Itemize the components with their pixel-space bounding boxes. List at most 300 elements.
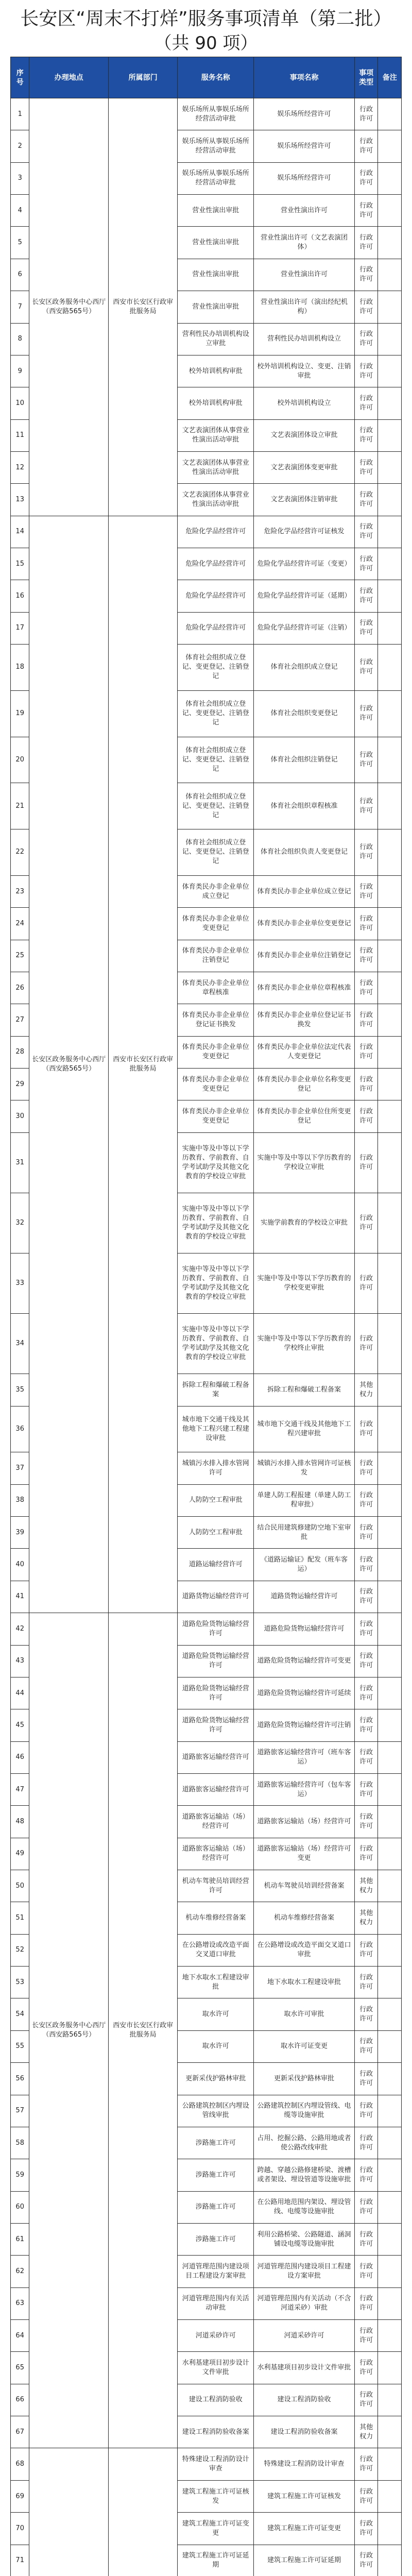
row-number-cell: 38 xyxy=(11,1484,29,1516)
item-type-cell: 行政许可 xyxy=(354,645,378,691)
item-name-cell: 校外培训机构设立 xyxy=(254,387,355,419)
row-number-cell: 29 xyxy=(11,1069,29,1100)
service-name-cell: 文艺表演团体从事营业性演出活动审批 xyxy=(178,451,254,483)
row-number-cell: 32 xyxy=(11,1193,29,1253)
row-number-cell: 17 xyxy=(11,612,29,644)
service-name-cell: 城镇污水排入排水管网许可 xyxy=(178,1452,254,1484)
remark-cell xyxy=(378,1838,402,1870)
service-name-cell: 河道采砂许可 xyxy=(178,2320,254,2352)
item-name-cell: 道路旅客运输经营许可（包车客运） xyxy=(254,1773,355,1805)
page-subtitle: （共 90 项） xyxy=(154,33,258,54)
remark-cell xyxy=(378,1870,402,1902)
item-name-cell: 更新采伐护路林审批 xyxy=(254,2063,355,2095)
service-name-cell: 体育类民办非企业单位变更登记 xyxy=(178,1100,254,1132)
remark-cell xyxy=(378,548,402,580)
item-name-cell: 跨越、穿越公路修建桥梁、渡槽或者架设、埋设管道等设施审批 xyxy=(254,2159,355,2191)
item-name-cell: 体育社会组织章程核准 xyxy=(254,783,355,829)
item-type-cell: 行政许可 xyxy=(354,1549,378,1581)
item-name-cell: 道路危险货物运输经营许可注销 xyxy=(254,1709,355,1741)
service-name-cell: 危险化学品经营许可 xyxy=(178,612,254,644)
table-row xyxy=(11,1613,402,1645)
remark-cell xyxy=(378,516,402,548)
remark-cell xyxy=(378,484,402,516)
item-name-cell: 在公路用地范围内架设、埋设管线、电缆等设施审批 xyxy=(254,2191,355,2223)
row-number-cell: 18 xyxy=(11,645,29,691)
item-type-cell: 行政许可 xyxy=(354,1838,378,1870)
remark-cell xyxy=(378,1773,402,1805)
item-type-cell: 行政许可 xyxy=(354,940,378,972)
service-name-cell: 实施中等及中等以下学历教育、学前教育、自学考试助学及其他文化教育的学校设立审批 xyxy=(178,1193,254,1253)
item-name-cell: 在公路增设或改造平面交叉道口审批 xyxy=(254,1934,355,1966)
row-number-cell: 8 xyxy=(11,323,29,355)
item-type-cell: 行政许可 xyxy=(354,737,378,783)
item-name-cell: 营业性演出许可（文艺表演团体） xyxy=(254,227,355,259)
item-type-cell: 行政许可 xyxy=(354,419,378,451)
service-name-cell: 校外培训机构审批 xyxy=(178,387,254,419)
row-number-cell: 67 xyxy=(11,2416,29,2448)
service-name-cell: 危险化学品经营许可 xyxy=(178,580,254,612)
remark-cell xyxy=(378,2352,402,2384)
item-name-cell: 营业性演出许可 xyxy=(254,259,355,291)
row-number-cell: 44 xyxy=(11,1677,29,1709)
item-name-cell: 城市地下交通干线及其他地下工程兴建审批 xyxy=(254,1406,355,1452)
item-name-cell: 实施中等及中等以下学历教育的学校变更审批 xyxy=(254,1253,355,1313)
item-type-cell: 行政许可 xyxy=(354,612,378,644)
row-number-cell: 71 xyxy=(11,2545,29,2576)
service-name-cell: 营业性演出审批 xyxy=(178,291,254,323)
remark-cell xyxy=(378,1132,402,1193)
item-type-cell: 行政许可 xyxy=(354,2095,378,2127)
item-name-cell: 实施中等及中等以下学历教育的学校设立审批 xyxy=(254,1132,355,1193)
row-number-cell: 58 xyxy=(11,2127,29,2159)
service-name-cell: 实施中等及中等以下学历教育、学前教育、自学考试助学及其他文化教育的学校设立审批 xyxy=(178,1132,254,1193)
item-name-cell: 城镇污水排入排水管网许可证核发 xyxy=(254,1452,355,1484)
row-number-cell: 50 xyxy=(11,1870,29,1902)
service-name-cell: 体育类民办非企业单位变更登记 xyxy=(178,1069,254,1100)
remark-cell xyxy=(378,1253,402,1313)
remark-cell xyxy=(378,1806,402,1838)
table-body xyxy=(11,98,402,2576)
table-row xyxy=(11,2448,402,2480)
item-name-cell: 取水许可审批 xyxy=(254,1998,355,2030)
row-number-cell: 13 xyxy=(11,484,29,516)
row-number-cell: 40 xyxy=(11,1549,29,1581)
row-number-cell: 15 xyxy=(11,548,29,580)
row-number-cell: 28 xyxy=(11,1036,29,1068)
remark-cell xyxy=(378,1036,402,1068)
item-name-cell: 建设工程消防验收备案 xyxy=(254,2416,355,2448)
item-type-cell: 行政许可 xyxy=(354,1517,378,1549)
item-name-cell: 机动车维修经营备案 xyxy=(254,1902,355,1934)
item-type-cell: 行政许可 xyxy=(354,2256,378,2287)
item-name-cell: 校外培训机构设立、变更、注销审批 xyxy=(254,355,355,387)
service-name-cell: 拆除工程和爆破工程备案 xyxy=(178,1374,254,1406)
remark-cell xyxy=(378,2159,402,2191)
item-name-cell: 地下水取水工程建设审批 xyxy=(254,1967,355,1998)
item-type-cell: 行政许可 xyxy=(354,2063,378,2095)
department-cell: 西安市长安区行政审批服务局 xyxy=(109,98,178,516)
remark-cell xyxy=(378,940,402,972)
service-name-cell: 营利性民办培训机构设立审批 xyxy=(178,323,254,355)
remark-cell xyxy=(378,690,402,737)
row-number-cell: 14 xyxy=(11,516,29,548)
item-name-cell: 文艺表演团体注销审批 xyxy=(254,484,355,516)
remark-cell xyxy=(378,2416,402,2448)
service-name-cell: 体育社会组织成立登记、变更登记、注销登记 xyxy=(178,690,254,737)
item-name-cell: 实施学前教育的学校设立审批 xyxy=(254,1193,355,1253)
service-name-cell: 取水许可 xyxy=(178,1998,254,2030)
page-title: 长安区“周末不打烊”服务事项清单（第二批） xyxy=(20,8,392,29)
service-name-cell: 娱乐场所从事娱乐场所经营活动审批 xyxy=(178,130,254,162)
item-type-cell: 行政许可 xyxy=(354,291,378,323)
item-type-cell: 行政许可 xyxy=(354,1132,378,1193)
row-number-cell: 24 xyxy=(11,908,29,940)
remark-cell xyxy=(378,783,402,829)
remark-cell xyxy=(378,1374,402,1406)
column-header: 事项类型 xyxy=(354,57,378,98)
service-name-cell: 娱乐场所从事娱乐场所经营活动审批 xyxy=(178,98,254,130)
item-name-cell: 体育社会组织成立登记 xyxy=(254,645,355,691)
service-name-cell: 涉路施工许可 xyxy=(178,2191,254,2223)
item-type-cell: 行政许可 xyxy=(354,2545,378,2576)
row-number-cell: 54 xyxy=(11,1998,29,2030)
item-name-cell: 体育类民办非企业单位成立登记 xyxy=(254,875,355,907)
column-header: 序号 xyxy=(11,57,29,98)
item-type-cell: 行政许可 xyxy=(354,1253,378,1313)
service-name-cell: 人防防空工程审批 xyxy=(178,1484,254,1516)
item-type-cell: 行政许可 xyxy=(354,355,378,387)
item-type-cell: 行政许可 xyxy=(354,2191,378,2223)
item-name-cell: 营业性演出许可（演出经纪机构） xyxy=(254,291,355,323)
service-name-cell: 涉路施工许可 xyxy=(178,2159,254,2191)
item-name-cell: 娱乐场所经营许可 xyxy=(254,130,355,162)
remark-cell xyxy=(378,2095,402,2127)
item-name-cell: 体育类民办非企业单位住所变更登记 xyxy=(254,1100,355,1132)
service-name-cell: 道路危险货物运输经营许可 xyxy=(178,1613,254,1645)
item-name-cell: 特殊建设工程消防设计审查 xyxy=(254,2448,355,2480)
remark-cell xyxy=(378,1902,402,1934)
row-number-cell: 35 xyxy=(11,1374,29,1406)
row-number-cell: 27 xyxy=(11,1004,29,1036)
remark-cell xyxy=(378,1004,402,1036)
service-name-cell: 道路危险货物运输经营许可 xyxy=(178,1677,254,1709)
item-type-cell: 行政许可 xyxy=(354,1806,378,1838)
services-table xyxy=(10,57,402,2576)
row-number-cell: 51 xyxy=(11,1902,29,1934)
remark-cell xyxy=(378,612,402,644)
row-number-cell: 19 xyxy=(11,690,29,737)
service-name-cell: 营业性演出审批 xyxy=(178,259,254,291)
item-type-cell: 行政许可 xyxy=(354,1645,378,1677)
service-name-cell: 道路旅客运输站（场）经营许可 xyxy=(178,1806,254,1838)
remark-cell xyxy=(378,419,402,451)
row-number-cell: 23 xyxy=(11,875,29,907)
item-name-cell: 结合民用建筑修建防空地下室审批 xyxy=(254,1517,355,1549)
remark-cell xyxy=(378,1934,402,1966)
item-type-cell: 行政许可 xyxy=(354,484,378,516)
column-header: 备注 xyxy=(378,57,402,98)
table-header-row xyxy=(11,57,402,98)
item-name-cell: 单建人防工程报建（单建人防工程审批） xyxy=(254,1484,355,1516)
remark-cell xyxy=(378,2223,402,2255)
item-name-cell: 娱乐场所经营许可 xyxy=(254,98,355,130)
remark-cell xyxy=(378,162,402,194)
item-name-cell: 营业性演出许可 xyxy=(254,195,355,227)
row-number-cell: 41 xyxy=(11,1581,29,1613)
item-type-cell: 行政许可 xyxy=(354,2448,378,2480)
service-name-cell: 建设工程消防验收备案 xyxy=(178,2416,254,2448)
remark-cell xyxy=(378,2063,402,2095)
item-name-cell: 建设工程消防验收 xyxy=(254,2384,355,2416)
item-name-cell: 文艺表演团体设立审批 xyxy=(254,419,355,451)
remark-cell xyxy=(378,1967,402,1998)
location-cell xyxy=(29,2448,109,2576)
row-number-cell: 59 xyxy=(11,2159,29,2191)
row-number-cell: 25 xyxy=(11,940,29,972)
item-name-cell: 危险化学品经营许可证（延期） xyxy=(254,580,355,612)
item-type-cell: 行政许可 xyxy=(354,783,378,829)
column-header: 办理地点 xyxy=(29,57,109,98)
item-name-cell: 体育类民办非企业单位名称变更登记 xyxy=(254,1069,355,1100)
item-type-cell: 行政许可 xyxy=(354,2223,378,2255)
item-name-cell: 营利性民办培训机构设立 xyxy=(254,323,355,355)
service-name-cell: 涉路施工许可 xyxy=(178,2223,254,2255)
remark-cell xyxy=(378,1069,402,1100)
service-name-cell: 体育类民办非企业单位登记证书换发 xyxy=(178,1004,254,1036)
item-type-cell: 行政许可 xyxy=(354,875,378,907)
remark-cell xyxy=(378,451,402,483)
item-name-cell: 体育社会组织注销登记 xyxy=(254,737,355,783)
item-type-cell: 行政许可 xyxy=(354,1967,378,1998)
item-name-cell: 道路货物运输经营许可 xyxy=(254,1581,355,1613)
item-type-cell: 行政许可 xyxy=(354,1004,378,1036)
row-number-cell: 33 xyxy=(11,1253,29,1313)
service-name-cell: 河道管理范围内有关活动审批 xyxy=(178,2287,254,2319)
row-number-cell: 64 xyxy=(11,2320,29,2352)
remark-cell xyxy=(378,1645,402,1677)
remark-cell xyxy=(378,2127,402,2159)
department-cell xyxy=(109,2448,178,2576)
item-type-cell: 行政许可 xyxy=(354,908,378,940)
item-name-cell: 体育类民办非企业单位章程核准 xyxy=(254,972,355,1004)
remark-cell xyxy=(378,323,402,355)
row-number-cell: 69 xyxy=(11,2480,29,2512)
item-name-cell: 实施中等及中等以下学历教育的学校终止审批 xyxy=(254,1314,355,1374)
item-type-cell: 行政许可 xyxy=(354,2320,378,2352)
row-number-cell: 21 xyxy=(11,783,29,829)
item-name-cell: 体育社会组织负责人变更登记 xyxy=(254,829,355,876)
row-number-cell: 5 xyxy=(11,227,29,259)
location-cell: 长安区政务服务中心西厅（西安路565号） xyxy=(29,1613,109,2448)
row-number-cell: 1 xyxy=(11,98,29,130)
item-name-cell: 水利基建项目初步设计文件审批 xyxy=(254,2352,355,2384)
service-name-cell: 体育社会组织成立登记、变更登记、注销登记 xyxy=(178,829,254,876)
item-type-cell: 行政许可 xyxy=(354,516,378,548)
item-type-cell: 其他权力 xyxy=(354,1902,378,1934)
row-number-cell: 20 xyxy=(11,737,29,783)
item-type-cell: 行政许可 xyxy=(354,972,378,1004)
remark-cell xyxy=(378,645,402,691)
item-name-cell: 道路旅客运输站（场）经营许可 xyxy=(254,1806,355,1838)
service-name-cell: 道路危险货物运输经营许可 xyxy=(178,1645,254,1677)
service-name-cell: 建筑工程施工许可证延期 xyxy=(178,2545,254,2576)
remark-cell xyxy=(378,2191,402,2223)
item-type-cell: 行政许可 xyxy=(354,1773,378,1805)
remark-cell xyxy=(378,355,402,387)
service-name-cell: 道路危险货物运输经营许可 xyxy=(178,1709,254,1741)
item-type-cell: 其他权力 xyxy=(354,1374,378,1406)
item-type-cell: 行政许可 xyxy=(354,1036,378,1068)
service-name-cell: 危险化学品经营许可 xyxy=(178,516,254,548)
item-type-cell: 行政许可 xyxy=(354,1998,378,2030)
remark-cell xyxy=(378,2320,402,2352)
row-number-cell: 53 xyxy=(11,1967,29,1998)
column-header: 服务名称 xyxy=(178,57,254,98)
service-name-cell: 实施中等及中等以下学历教育、学前教育、自学考试助学及其他文化教育的学校设立审批 xyxy=(178,1253,254,1313)
remark-cell xyxy=(378,227,402,259)
row-number-cell: 46 xyxy=(11,1741,29,1773)
row-number-cell: 36 xyxy=(11,1406,29,1452)
service-name-cell: 道路货物运输经营许可 xyxy=(178,1581,254,1613)
service-name-cell: 道路运输经营许可 xyxy=(178,1549,254,1581)
remark-cell xyxy=(378,908,402,940)
remark-cell xyxy=(378,2513,402,2545)
remark-cell xyxy=(378,1193,402,1253)
item-type-cell: 行政许可 xyxy=(354,259,378,291)
item-type-cell: 其他权力 xyxy=(354,1870,378,1902)
location-cell: 长安区政务服务中心西厅（西安路565号） xyxy=(29,98,109,516)
table-row xyxy=(11,516,402,548)
row-number-cell: 22 xyxy=(11,829,29,876)
remark-cell xyxy=(378,291,402,323)
item-name-cell: 危险化学品经营许可证（变更） xyxy=(254,548,355,580)
row-number-cell: 37 xyxy=(11,1452,29,1484)
item-type-cell: 行政许可 xyxy=(354,2352,378,2384)
service-name-cell: 建设工程消防验收 xyxy=(178,2384,254,2416)
item-type-cell: 行政许可 xyxy=(354,1069,378,1100)
row-number-cell: 61 xyxy=(11,2223,29,2255)
row-number-cell: 57 xyxy=(11,2095,29,2127)
remark-cell xyxy=(378,1314,402,1374)
column-header: 事项名称 xyxy=(254,57,355,98)
row-number-cell: 31 xyxy=(11,1132,29,1193)
item-name-cell: 道路危险货物运输经营许可变更 xyxy=(254,1645,355,1677)
item-type-cell: 行政许可 xyxy=(354,2127,378,2159)
service-name-cell: 危险化学品经营许可 xyxy=(178,548,254,580)
remark-cell xyxy=(378,1549,402,1581)
row-number-cell: 55 xyxy=(11,2030,29,2062)
row-number-cell: 47 xyxy=(11,1773,29,1805)
item-name-cell: 占用、挖掘公路、公路用地或者使公路改线审批 xyxy=(254,2127,355,2159)
service-name-cell: 体育类民办非企业单位章程核准 xyxy=(178,972,254,1004)
item-name-cell: 体育类民办非企业单位法定代表人变更登记 xyxy=(254,1036,355,1068)
item-name-cell: 河道管理范围内有关活动（不含河道采砂）审批 xyxy=(254,2287,355,2319)
service-name-cell: 体育类民办非企业单位变更登记 xyxy=(178,1036,254,1068)
service-name-cell: 河道管理范围内建设项目工程建设方案审批 xyxy=(178,2256,254,2287)
item-name-cell: 道路危险货物运输经营许可延续 xyxy=(254,1677,355,1709)
remark-cell xyxy=(378,1452,402,1484)
service-name-cell: 娱乐场所从事娱乐场所经营活动审批 xyxy=(178,162,254,194)
row-number-cell: 26 xyxy=(11,972,29,1004)
item-name-cell: 河道管理范围内建设项目工程建设方案审批 xyxy=(254,2256,355,2287)
service-name-cell: 涉路施工许可 xyxy=(178,2127,254,2159)
remark-cell xyxy=(378,2256,402,2287)
row-number-cell: 6 xyxy=(11,259,29,291)
item-type-cell: 行政许可 xyxy=(354,1613,378,1645)
remark-cell xyxy=(378,1613,402,1645)
service-name-cell: 文艺表演团体从事营业性演出活动审批 xyxy=(178,419,254,451)
item-type-cell: 行政许可 xyxy=(354,227,378,259)
item-name-cell: 危险化学品经营许可证（注销） xyxy=(254,612,355,644)
item-name-cell: 建筑工程施工许可证变更 xyxy=(254,2513,355,2545)
row-number-cell: 65 xyxy=(11,2352,29,2384)
remark-cell xyxy=(378,2384,402,2416)
row-number-cell: 11 xyxy=(11,419,29,451)
service-name-cell: 校外培训机构审批 xyxy=(178,355,254,387)
service-name-cell: 公路建筑控制区内埋设管线审批 xyxy=(178,2095,254,2127)
service-name-cell: 道路旅客运输经营许可 xyxy=(178,1741,254,1773)
item-type-cell: 行政许可 xyxy=(354,1452,378,1484)
item-name-cell: 道路旅客运输站（场）经营许可变更 xyxy=(254,1838,355,1870)
item-type-cell: 行政许可 xyxy=(354,2287,378,2319)
row-number-cell: 30 xyxy=(11,1100,29,1132)
service-name-cell: 城市地下交通干线及其他地下工程兴建工程建设审批 xyxy=(178,1406,254,1452)
row-number-cell: 68 xyxy=(11,2448,29,2480)
item-type-cell: 行政许可 xyxy=(354,2384,378,2416)
item-name-cell: 河道采砂许可 xyxy=(254,2320,355,2352)
item-type-cell: 行政许可 xyxy=(354,1484,378,1516)
row-number-cell: 7 xyxy=(11,291,29,323)
remark-cell xyxy=(378,1581,402,1613)
service-name-cell: 实施中等及中等以下学历教育、学前教育、自学考试助学及其他文化教育的学校设立审批 xyxy=(178,1314,254,1374)
row-number-cell: 60 xyxy=(11,2191,29,2223)
item-name-cell: 体育类民办非企业单位登记证书换发 xyxy=(254,1004,355,1036)
item-type-cell: 行政许可 xyxy=(354,2513,378,2545)
remark-cell xyxy=(378,130,402,162)
remark-cell xyxy=(378,972,402,1004)
item-type-cell: 行政许可 xyxy=(354,1100,378,1132)
service-name-cell: 建筑工程施工许可证核发 xyxy=(178,2480,254,2512)
item-type-cell: 行政许可 xyxy=(354,2159,378,2191)
row-number-cell: 9 xyxy=(11,355,29,387)
column-header: 所属部门 xyxy=(109,57,178,98)
service-name-cell: 人防防空工程审批 xyxy=(178,1517,254,1549)
item-type-cell: 行政许可 xyxy=(354,195,378,227)
remark-cell xyxy=(378,195,402,227)
service-name-cell: 取水许可 xyxy=(178,2030,254,2062)
item-name-cell: 公路建筑控制区内埋设管线、电缆等设施审批 xyxy=(254,2095,355,2127)
row-number-cell: 43 xyxy=(11,1645,29,1677)
row-number-cell: 42 xyxy=(11,1613,29,1645)
item-type-cell: 行政许可 xyxy=(354,1677,378,1709)
location-cell: 长安区政务服务中心西厅（西安路565号） xyxy=(29,516,109,1613)
item-type-cell: 行政许可 xyxy=(354,1934,378,1966)
remark-cell xyxy=(378,387,402,419)
item-name-cell: 利用公路桥梁、公路隧道、涵洞铺设电缆等设施审批 xyxy=(254,2223,355,2255)
remark-cell xyxy=(378,580,402,612)
item-name-cell: 文艺表演团体变更审批 xyxy=(254,451,355,483)
item-name-cell: 道路旅客运输经营许可（班车客运） xyxy=(254,1741,355,1773)
item-type-cell: 其他权力 xyxy=(354,2416,378,2448)
remark-cell xyxy=(378,2545,402,2576)
item-name-cell: 取水许可证变更 xyxy=(254,2030,355,2062)
item-name-cell: 机动车驾驶员培训经营备案 xyxy=(254,1870,355,1902)
item-type-cell: 行政许可 xyxy=(354,2030,378,2062)
remark-cell xyxy=(378,2448,402,2480)
remark-cell xyxy=(378,2030,402,2062)
item-type-cell: 行政许可 xyxy=(354,387,378,419)
service-name-cell: 文艺表演团体从事营业性演出活动审批 xyxy=(178,484,254,516)
